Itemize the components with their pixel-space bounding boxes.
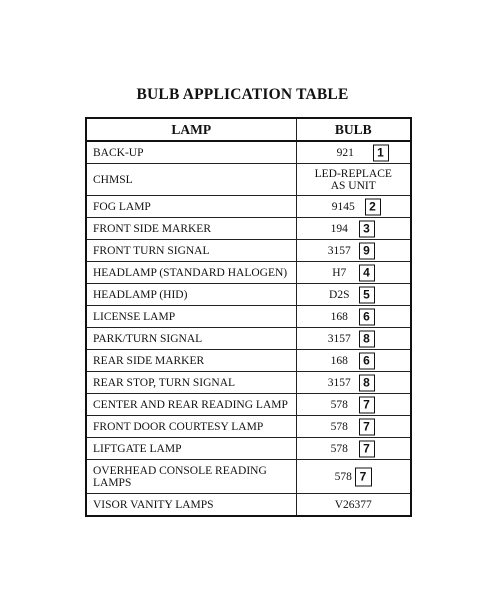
bulb-value: 3157 [327, 376, 351, 389]
table-row [86, 284, 411, 306]
bulb-value: 578 [330, 398, 348, 411]
callout-number-badge: 7 [359, 396, 375, 413]
table-row [86, 141, 411, 164]
table-row [86, 328, 411, 350]
bulb-cell [296, 372, 411, 394]
callout-number-badge: 7 [355, 467, 372, 486]
lamp-cell: LIFTGATE LAMP [86, 438, 296, 460]
bulb-value: 9145 [331, 200, 355, 213]
bulb-value: 194 [330, 222, 348, 235]
table-row [86, 494, 411, 517]
table-row [86, 218, 411, 240]
bulb-cell [296, 438, 411, 460]
bulb-cell [296, 164, 411, 196]
bulb-cell [296, 460, 411, 494]
callout-number-badge: 5 [359, 286, 375, 303]
bulb-value: D2S [329, 288, 350, 301]
bulb-column-header: BULB [296, 118, 411, 141]
callout-number-badge: 3 [359, 220, 375, 237]
table-row [86, 438, 411, 460]
lamp-cell: VISOR VANITY LAMPS [86, 494, 296, 517]
callout-number-badge: 9 [359, 242, 375, 259]
lamp-cell: HEADLAMP (STANDARD HALOGEN) [86, 262, 296, 284]
bulb-cell [296, 284, 411, 306]
callout-number-badge: 2 [365, 198, 381, 215]
lamp-cell: REAR STOP, TURN SIGNAL [86, 372, 296, 394]
table-row [86, 196, 411, 218]
callout-number-badge: 8 [359, 330, 375, 347]
lamp-cell: PARK/TURN SIGNAL [86, 328, 296, 350]
bulb-cell [296, 306, 411, 328]
bulb-value: 578 [334, 470, 352, 483]
table-row [86, 306, 411, 328]
lamp-column-header: LAMP [86, 118, 296, 141]
bulb-value: 3157 [327, 332, 351, 345]
lamp-cell: FRONT DOOR COURTESY LAMP [86, 416, 296, 438]
table-row [86, 262, 411, 284]
table-row [86, 460, 411, 494]
bulb-value: 578 [330, 442, 348, 455]
bulb-application-table [85, 117, 412, 517]
bulb-value: V26377 [334, 498, 372, 511]
lamp-cell: BACK-UP [86, 141, 296, 164]
lamp-cell: FRONT SIDE MARKER [86, 218, 296, 240]
table-row [86, 164, 411, 196]
lamp-cell: FRONT TURN SIGNAL [86, 240, 296, 262]
lamp-cell: HEADLAMP (HID) [86, 284, 296, 306]
bulb-value: 3157 [327, 244, 351, 257]
bulb-value: 168 [330, 310, 348, 323]
bulb-cell [296, 218, 411, 240]
table-row [86, 416, 411, 438]
callout-number-badge: 4 [359, 264, 375, 281]
table-row [86, 240, 411, 262]
bulb-cell [296, 262, 411, 284]
lamp-cell: CHMSL [86, 164, 296, 196]
bulb-cell [296, 240, 411, 262]
callout-number-badge: 1 [373, 144, 389, 161]
callout-number-badge: 7 [359, 440, 375, 457]
callout-number-badge: 7 [359, 418, 375, 435]
lamp-cell: LICENSE LAMP [86, 306, 296, 328]
bulb-value: H7 [332, 266, 347, 279]
lamp-cell: OVERHEAD CONSOLE READING LAMPS [86, 460, 296, 494]
page-title: BULB APPLICATION TABLE [136, 86, 349, 103]
lamp-cell: REAR SIDE MARKER [86, 350, 296, 372]
table-row [86, 350, 411, 372]
callout-number-badge: 6 [359, 352, 375, 369]
bulb-cell [296, 350, 411, 372]
bulb-value: LED-REPLACE AS UNIT [314, 167, 392, 192]
bulb-cell [296, 328, 411, 350]
lamp-cell: FOG LAMP [86, 196, 296, 218]
callout-number-badge: 8 [359, 374, 375, 391]
table-row [86, 372, 411, 394]
bulb-value: 168 [330, 354, 348, 367]
lamp-cell: CENTER AND REAR READING LAMP [86, 394, 296, 416]
bulb-value: 921 [336, 146, 354, 159]
callout-number-badge: 6 [359, 308, 375, 325]
bulb-cell [296, 416, 411, 438]
bulb-cell [296, 141, 411, 164]
table-row [86, 394, 411, 416]
bulb-cell [296, 196, 411, 218]
bulb-cell [296, 494, 411, 517]
bulb-cell [296, 394, 411, 416]
bulb-value: 578 [330, 420, 348, 433]
table-header-row [86, 118, 411, 141]
